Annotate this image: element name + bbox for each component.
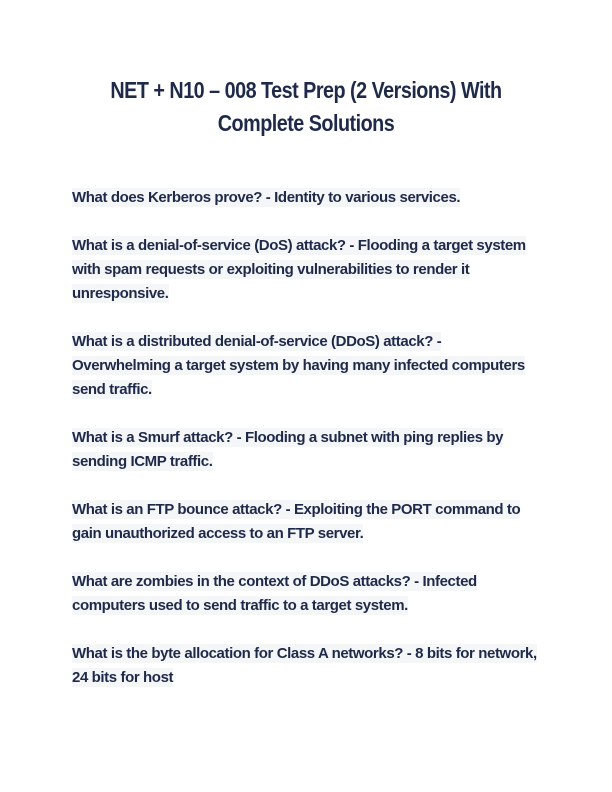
qa-text: What is the byte allocation for Class A networks? - 8 bits for network, 24 bits for host xyxy=(72,645,537,686)
qa-text: What does Kerberos prove? - Identity to various services. xyxy=(72,189,461,206)
qa-text: What is a distributed denial-of-service (DDoS) attack? - Overwhelming a target system by having many infected computers send traffic. xyxy=(72,333,525,398)
title-line-2: Complete Solutions xyxy=(217,110,395,136)
qa-item xyxy=(72,330,540,402)
qa-text: What is a Smurf attack? - Flooding a subnet with ping replies by sending ICMP traffic. xyxy=(72,429,504,470)
qa-item xyxy=(72,426,540,474)
qa-item xyxy=(72,642,540,690)
document-title xyxy=(105,74,507,140)
qa-text: What are zombies in the context of DDoS attacks? - Infected computers used to send traffic to a target system. xyxy=(72,573,477,614)
qa-text: What is an FTP bounce attack? - Exploiting the PORT command to gain unauthorized access to an FTP server. xyxy=(72,501,521,542)
qa-item xyxy=(72,570,540,618)
qa-item xyxy=(72,186,540,210)
title-line-1: NET + N10 – 008 Test Prep (2 Versions) With xyxy=(110,77,502,103)
qa-item xyxy=(72,498,540,546)
qa-list xyxy=(72,186,540,690)
qa-item xyxy=(72,234,540,306)
qa-text: What is a denial-of-service (DoS) attack? - Flooding a target system with spam requests or exploiting vulnerabilities to render it unresponsive. xyxy=(72,237,526,302)
